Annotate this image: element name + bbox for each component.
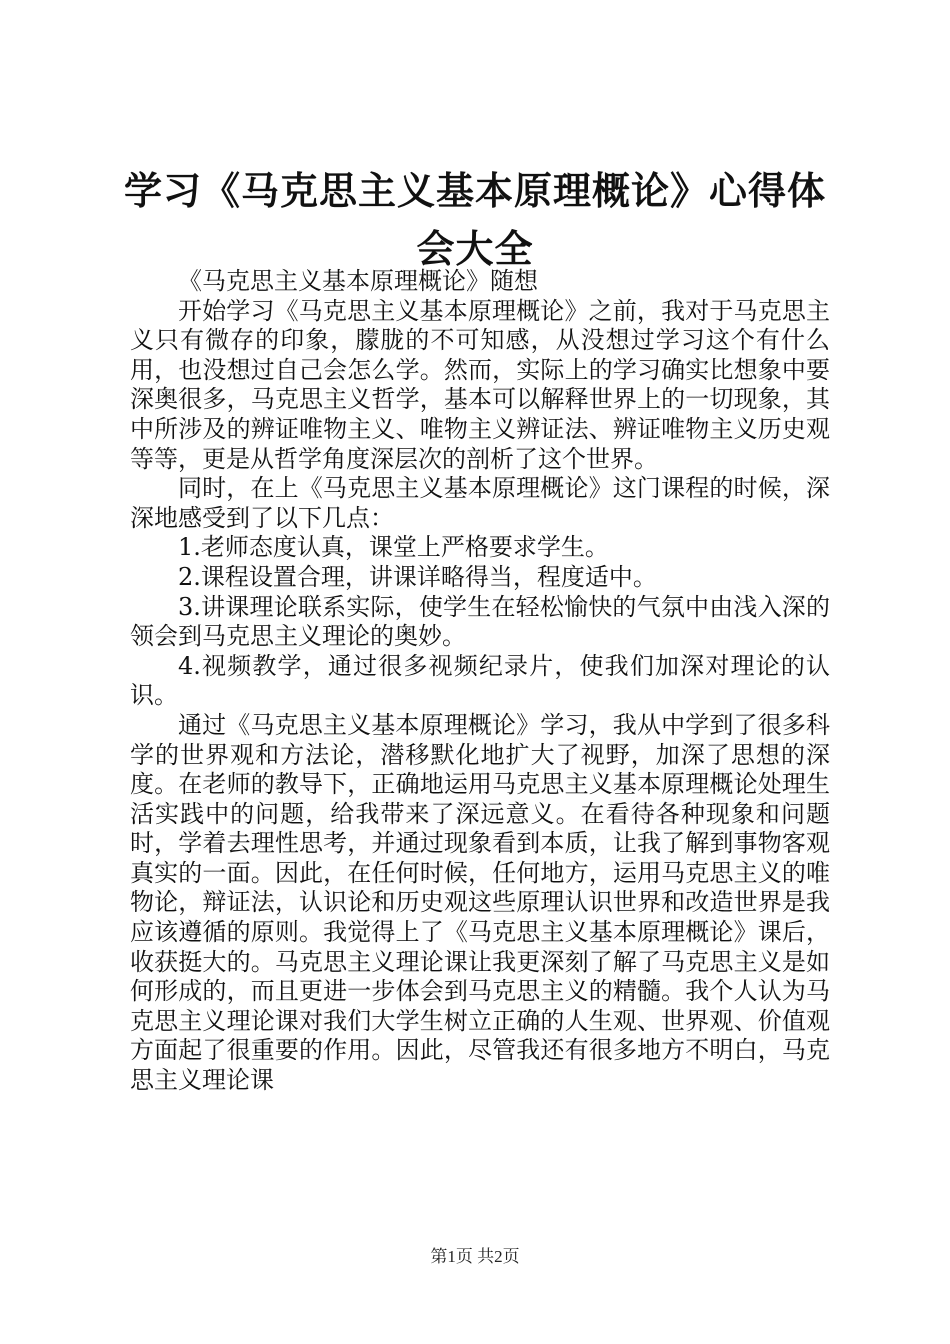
paragraph: 同时，在上《马克思主义基本原理概论》这门课程的时候，深深地感受到了以下几点： — [130, 474, 830, 532]
paragraph-subtitle: 《马克思主义基本原理概论》随想 — [178, 267, 538, 295]
list-item: 3.讲课理论联系实际，使学生在轻松愉快的气氛中由浅入深的领会到马克思主义理论的奥妙。 — [130, 592, 830, 651]
list-item: 1.老师态度认真，课堂上严格要求学生。 — [178, 533, 609, 562]
paragraph: 开始学习《马克思主义基本原理概论》之前，我对于马克思主义只有微存的印象，朦胧的不可知感，从没想过学习这个有什么用，也没想过自己会怎么学。然而，实际上的学习确实比想象中要深奥很多，马克思主义哲学，基本可以解释世界上的一切现象，其中所涉及的辨证唯物主义、唯物主义辨证法、辨证唯物主义历史观等等，更是从哲学角度深层次的剖析了这个世界。 — [130, 296, 830, 473]
page-number-footer: 第1页 共2页 — [430, 1247, 520, 1266]
list-item: 2.课程设置合理，讲课详略得当，程度适中。 — [178, 562, 657, 591]
list-item: 4.视频教学，通过很多视频纪录片，使我们加深对理论的认识。 — [130, 651, 830, 710]
document-body — [130, 267, 830, 1096]
paragraph: 通过《马克思主义基本原理概论》学习，我从中学到了很多科学的世界观和方法论，潜移默化地扩大了视野，加深了思想的深度。在老师的教导下，正确地运用马克思主义基本原理概论处理生活实践中的问题，给我带来了深远意义。在看待各种现象和问题时，学着去理性思考，并通过现象看到本质，让我了解到事物客观真实的一面。因此，在任何时候，任何地方，运用马克思主义的唯物论，辩证法，认识论和历史观这些原理认识世界和改造世界是我应该遵循的原则。我觉得上了《马克思主义基本原理概论》课后，收获挺大的。马克思主义理论课让我更深刻了解了马克思主义是如何形成的，而且更进一步体会到马克思主义的精髓。我个人认为马克思主义理论课对我们大学生树立正确的人生观、世界观、价值观方面起了很重要的作用。因此，尽管我还有很多地方不明白，马克思主义理论课 — [130, 710, 830, 1095]
document-title: 学习《马克思主义基本原理概论》心得体会大全 — [123, 169, 826, 271]
